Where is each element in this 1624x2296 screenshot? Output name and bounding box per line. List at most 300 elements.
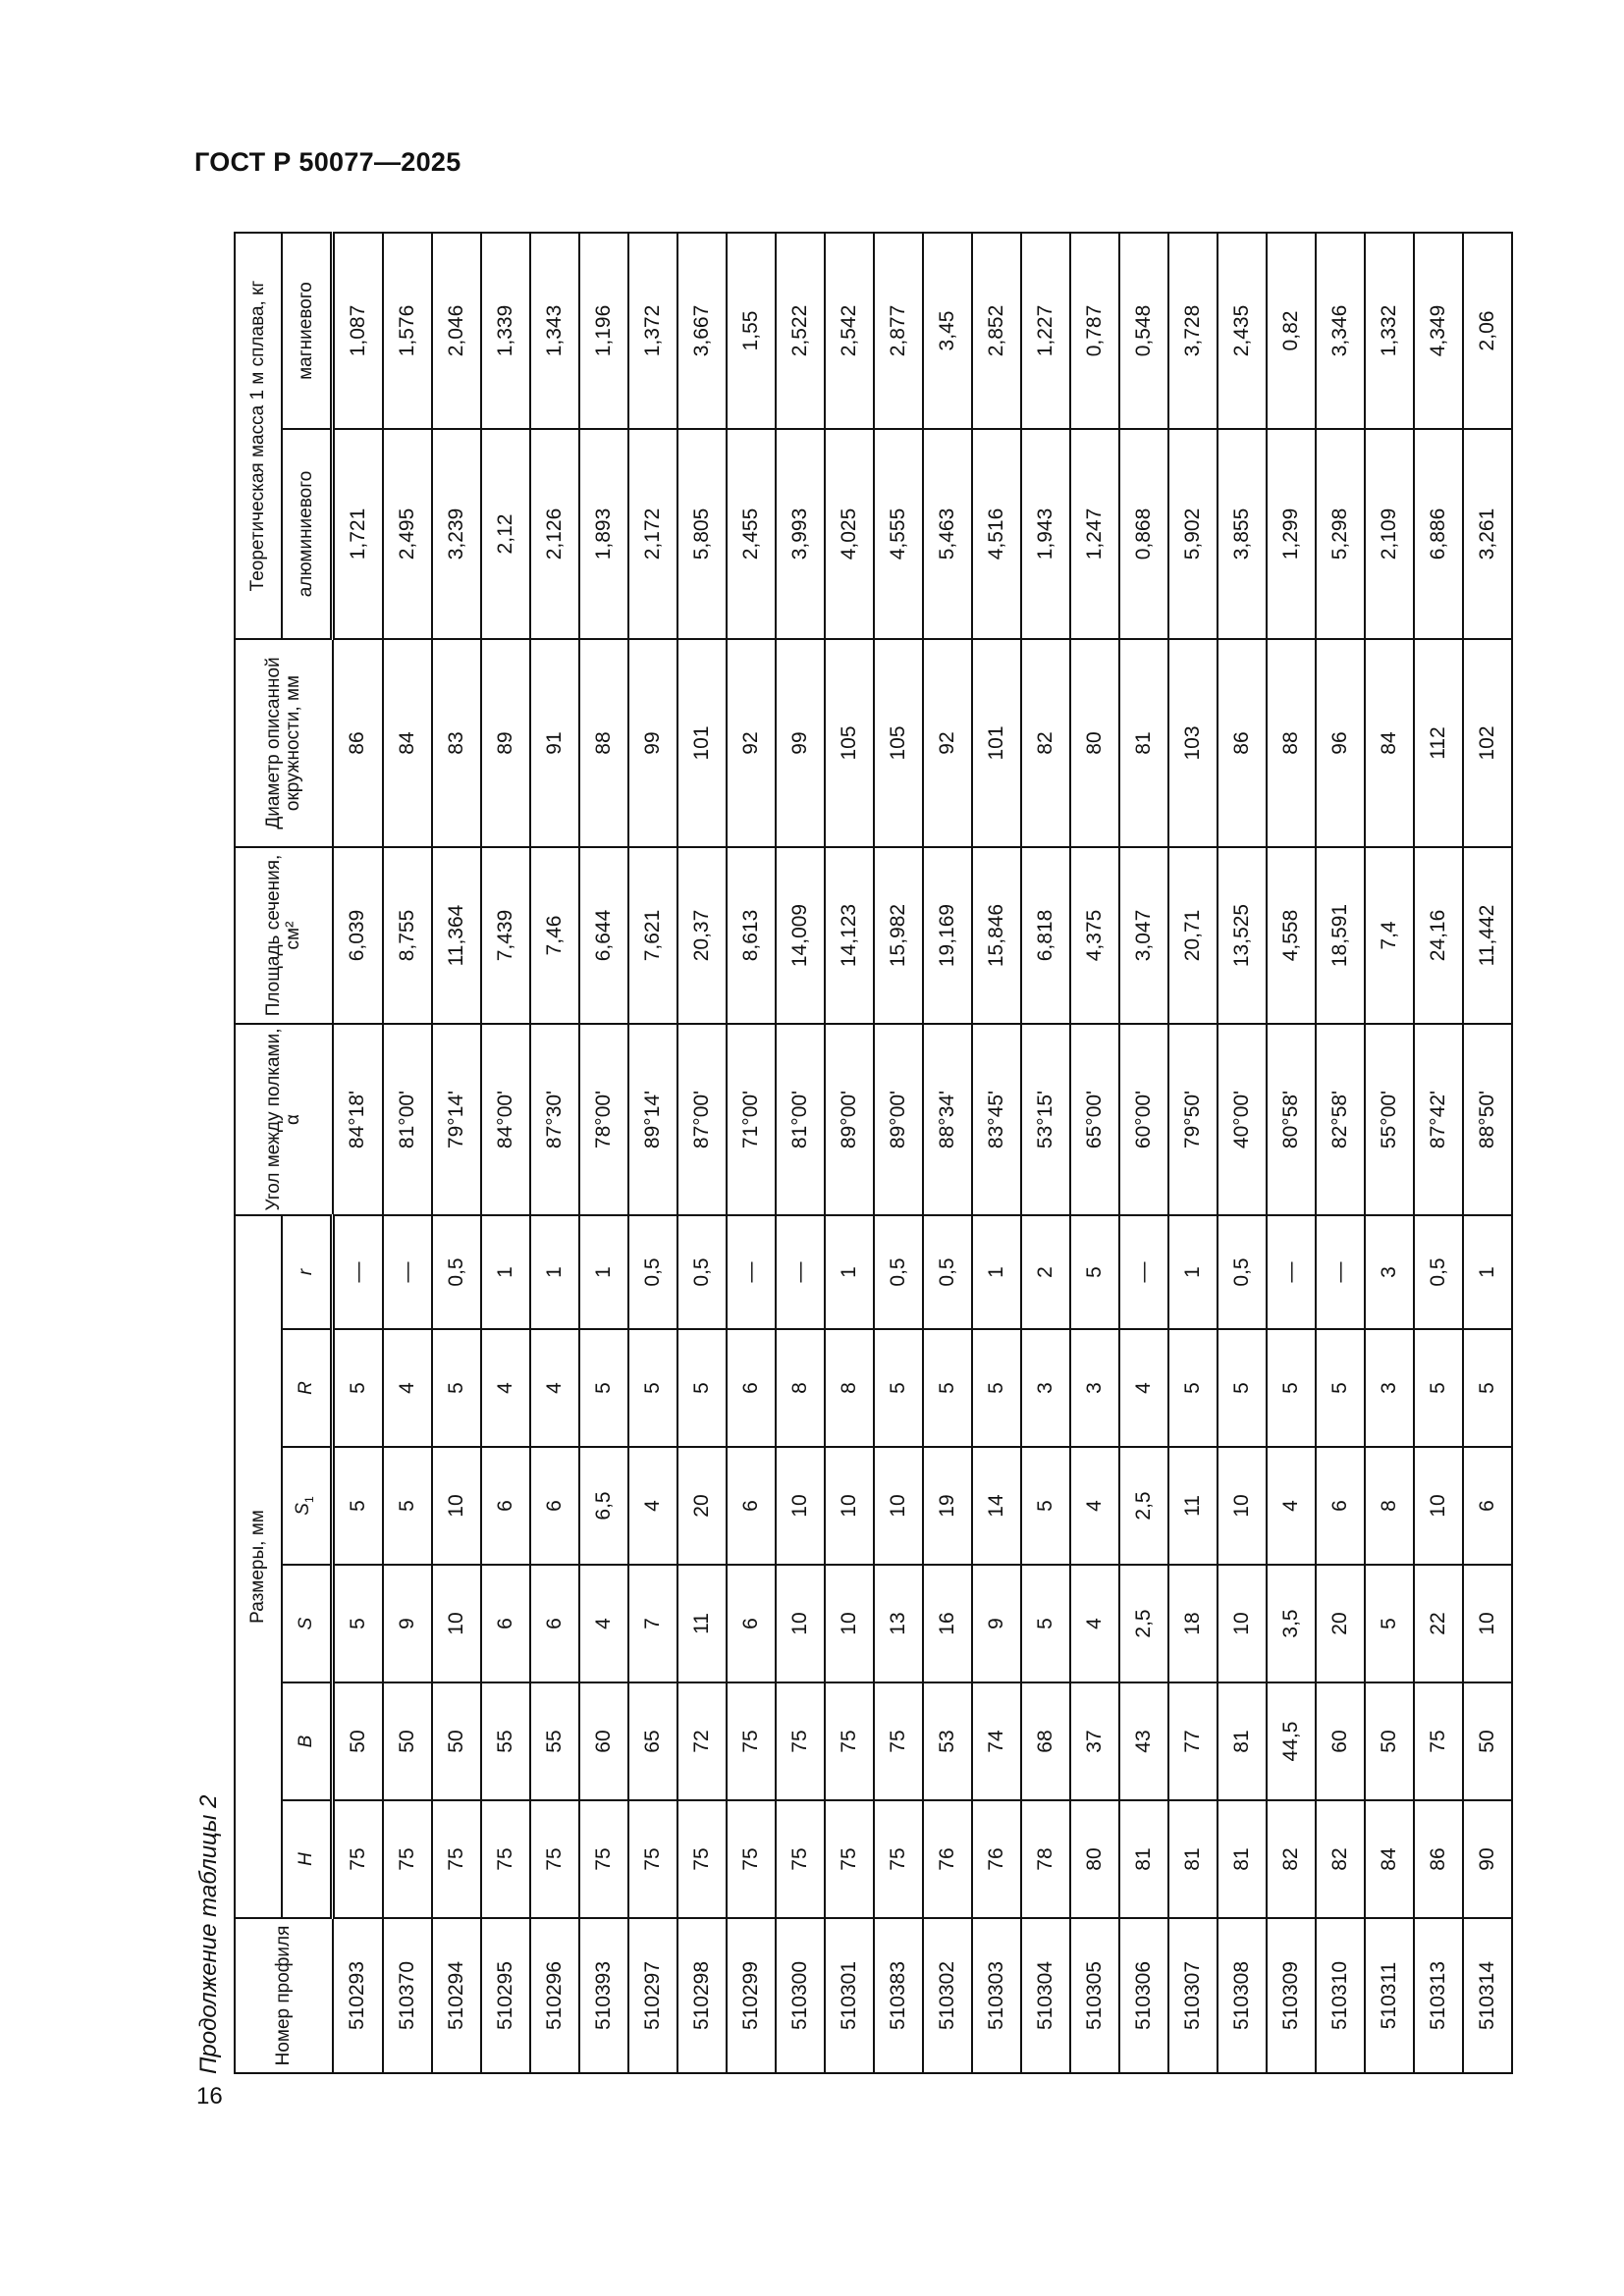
cell-angle: 88°50' xyxy=(1463,1024,1512,1215)
cell-R: 5 xyxy=(579,1329,628,1447)
cell-r: — xyxy=(727,1215,776,1329)
cell-mass-magnesium: 1,332 xyxy=(1365,233,1414,429)
cell-area: 18,591 xyxy=(1316,847,1365,1024)
table-row xyxy=(481,233,530,2073)
cell-B: 75 xyxy=(1414,1682,1463,1800)
cell-mass-magnesium: 2,522 xyxy=(776,233,825,429)
cell-R: 5 xyxy=(972,1329,1021,1447)
cell-mass-aluminum: 1,943 xyxy=(1021,429,1070,639)
cell-angle: 79°50' xyxy=(1168,1024,1218,1215)
cell-r: — xyxy=(1316,1215,1365,1329)
header-R: R xyxy=(282,1329,333,1447)
table-row xyxy=(1070,233,1119,2073)
cell-H: 75 xyxy=(874,1800,923,1918)
cell-area: 15,982 xyxy=(874,847,923,1024)
cell-area: 6,818 xyxy=(1021,847,1070,1024)
cell-profile-number: 510370 xyxy=(383,1918,432,2073)
cell-area: 8,755 xyxy=(383,847,432,1024)
cell-B: 44,5 xyxy=(1267,1682,1316,1800)
cell-diameter: 102 xyxy=(1463,639,1512,847)
cell-mass-magnesium: 1,087 xyxy=(333,233,384,429)
cell-R: 4 xyxy=(481,1329,530,1447)
cell-mass-aluminum: 6,886 xyxy=(1414,429,1463,639)
table-row xyxy=(1021,233,1070,2073)
cell-S1: 14 xyxy=(972,1447,1021,1565)
cell-S1: 4 xyxy=(628,1447,677,1565)
cell-S1: 19 xyxy=(923,1447,972,1565)
cell-area: 20,37 xyxy=(677,847,727,1024)
cell-mass-magnesium: 2,877 xyxy=(874,233,923,429)
cell-angle: 87°42' xyxy=(1414,1024,1463,1215)
cell-H: 75 xyxy=(481,1800,530,1918)
cell-S1: 2,5 xyxy=(1119,1447,1168,1565)
cell-profile-number: 510383 xyxy=(874,1918,923,2073)
cell-B: 50 xyxy=(1365,1682,1414,1800)
cell-mass-magnesium: 4,349 xyxy=(1414,233,1463,429)
cell-mass-magnesium: 3,45 xyxy=(923,233,972,429)
cell-H: 86 xyxy=(1414,1800,1463,1918)
cell-S: 3,5 xyxy=(1267,1565,1316,1682)
cell-diameter: 81 xyxy=(1119,639,1168,847)
cell-S: 4 xyxy=(1070,1565,1119,1682)
cell-angle: 65°00' xyxy=(1070,1024,1119,1215)
cell-B: 75 xyxy=(874,1682,923,1800)
cell-S: 5 xyxy=(333,1565,384,1682)
cell-profile-number: 510310 xyxy=(1316,1918,1365,2073)
cell-angle: 87°00' xyxy=(677,1024,727,1215)
cell-diameter: 83 xyxy=(432,639,481,847)
cell-R: 6 xyxy=(727,1329,776,1447)
cell-angle: 55°00' xyxy=(1365,1024,1414,1215)
cell-diameter: 99 xyxy=(776,639,825,847)
cell-area: 6,039 xyxy=(333,847,384,1024)
header-diameter: Диаметр описанной окружности, мм xyxy=(235,639,333,847)
cell-H: 75 xyxy=(825,1800,874,1918)
cell-area: 8,613 xyxy=(727,847,776,1024)
cell-profile-number: 510309 xyxy=(1267,1918,1316,2073)
cell-r: — xyxy=(383,1215,432,1329)
cell-R: 5 xyxy=(1463,1329,1512,1447)
cell-mass-aluminum: 3,993 xyxy=(776,429,825,639)
cell-S: 7 xyxy=(628,1565,677,1682)
cell-S: 2,5 xyxy=(1119,1565,1168,1682)
cell-mass-aluminum: 1,247 xyxy=(1070,429,1119,639)
cell-S1: 20 xyxy=(677,1447,727,1565)
cell-H: 76 xyxy=(923,1800,972,1918)
cell-mass-magnesium: 1,227 xyxy=(1021,233,1070,429)
cell-H: 81 xyxy=(1218,1800,1267,1918)
cell-area: 4,558 xyxy=(1267,847,1316,1024)
cell-R: 5 xyxy=(1218,1329,1267,1447)
cell-mass-magnesium: 0,548 xyxy=(1119,233,1168,429)
header-r: r xyxy=(282,1215,333,1329)
cell-S1: 4 xyxy=(1070,1447,1119,1565)
table-row xyxy=(333,233,384,2073)
cell-profile-number: 510393 xyxy=(579,1918,628,2073)
header-B: B xyxy=(282,1682,333,1800)
cell-H: 75 xyxy=(727,1800,776,1918)
cell-B: 53 xyxy=(923,1682,972,1800)
cell-r: 0,5 xyxy=(1218,1215,1267,1329)
cell-B: 81 xyxy=(1218,1682,1267,1800)
cell-profile-number: 510302 xyxy=(923,1918,972,2073)
cell-mass-aluminum: 2,495 xyxy=(383,429,432,639)
cell-angle: 80°58' xyxy=(1267,1024,1316,1215)
cell-angle: 78°00' xyxy=(579,1024,628,1215)
table-row xyxy=(530,233,579,2073)
cell-S: 5 xyxy=(1365,1565,1414,1682)
cell-diameter: 112 xyxy=(1414,639,1463,847)
cell-diameter: 80 xyxy=(1070,639,1119,847)
cell-area: 14,009 xyxy=(776,847,825,1024)
cell-R: 4 xyxy=(383,1329,432,1447)
table-row xyxy=(432,233,481,2073)
cell-r: — xyxy=(1267,1215,1316,1329)
cell-profile-number: 510304 xyxy=(1021,1918,1070,2073)
cell-r: 0,5 xyxy=(677,1215,727,1329)
cell-angle: 83°45' xyxy=(972,1024,1021,1215)
cell-H: 75 xyxy=(628,1800,677,1918)
cell-mass-aluminum: 2,12 xyxy=(481,429,530,639)
cell-angle: 87°30' xyxy=(530,1024,579,1215)
table-row xyxy=(727,233,776,2073)
cell-area: 14,123 xyxy=(825,847,874,1024)
cell-B: 77 xyxy=(1168,1682,1218,1800)
cell-mass-magnesium: 0,787 xyxy=(1070,233,1119,429)
cell-S: 5 xyxy=(1021,1565,1070,1682)
cell-S1: 5 xyxy=(383,1447,432,1565)
cell-H: 75 xyxy=(530,1800,579,1918)
cell-S1: 8 xyxy=(1365,1447,1414,1565)
table-row xyxy=(1463,233,1512,2073)
cell-r: 1 xyxy=(481,1215,530,1329)
cell-r: — xyxy=(776,1215,825,1329)
cell-mass-magnesium: 1,55 xyxy=(727,233,776,429)
cell-r: 1 xyxy=(579,1215,628,1329)
cell-angle: 40°00' xyxy=(1218,1024,1267,1215)
cell-mass-aluminum: 2,126 xyxy=(530,429,579,639)
cell-angle: 89°00' xyxy=(825,1024,874,1215)
cell-r: 1 xyxy=(530,1215,579,1329)
cell-profile-number: 510313 xyxy=(1414,1918,1463,2073)
cell-H: 75 xyxy=(333,1800,384,1918)
cell-area: 11,364 xyxy=(432,847,481,1024)
cell-mass-aluminum: 3,239 xyxy=(432,429,481,639)
cell-S1: 10 xyxy=(825,1447,874,1565)
header-S1 xyxy=(282,1447,333,1565)
cell-diameter: 91 xyxy=(530,639,579,847)
cell-diameter: 92 xyxy=(727,639,776,847)
cell-S: 6 xyxy=(530,1565,579,1682)
cell-S: 10 xyxy=(776,1565,825,1682)
cell-angle: 79°14' xyxy=(432,1024,481,1215)
cell-r: — xyxy=(1119,1215,1168,1329)
cell-S1: 6 xyxy=(1316,1447,1365,1565)
cell-area: 15,846 xyxy=(972,847,1021,1024)
cell-S: 11 xyxy=(677,1565,727,1682)
cell-H: 78 xyxy=(1021,1800,1070,1918)
cell-diameter: 86 xyxy=(1218,639,1267,847)
cell-R: 5 xyxy=(1316,1329,1365,1447)
cell-diameter: 88 xyxy=(1267,639,1316,847)
cell-S1: 10 xyxy=(776,1447,825,1565)
cell-H: 82 xyxy=(1267,1800,1316,1918)
cell-S: 6 xyxy=(481,1565,530,1682)
table-caption: Продолжение таблицы 2 xyxy=(195,1794,222,2074)
cell-mass-magnesium: 3,728 xyxy=(1168,233,1218,429)
cell-R: 5 xyxy=(432,1329,481,1447)
header-S: S xyxy=(282,1565,333,1682)
cell-B: 43 xyxy=(1119,1682,1168,1800)
cell-profile-number: 510303 xyxy=(972,1918,1021,2073)
cell-profile-number: 510295 xyxy=(481,1918,530,2073)
cell-S1: 6 xyxy=(530,1447,579,1565)
cell-H: 75 xyxy=(579,1800,628,1918)
cell-H: 90 xyxy=(1463,1800,1512,1918)
cell-R: 5 xyxy=(333,1329,384,1447)
cell-profile-number: 510311 xyxy=(1365,1918,1414,2073)
cell-area: 11,442 xyxy=(1463,847,1512,1024)
cell-diameter: 101 xyxy=(972,639,1021,847)
table-row xyxy=(677,233,727,2073)
cell-mass-aluminum: 2,455 xyxy=(727,429,776,639)
document-code-header: ГОСТ Р 50077—2025 xyxy=(194,147,461,177)
cell-R: 5 xyxy=(1168,1329,1218,1447)
cell-mass-magnesium: 1,372 xyxy=(628,233,677,429)
cell-angle: 89°14' xyxy=(628,1024,677,1215)
cell-S: 22 xyxy=(1414,1565,1463,1682)
table-row xyxy=(1168,233,1218,2073)
cell-B: 50 xyxy=(383,1682,432,1800)
cell-B: 55 xyxy=(530,1682,579,1800)
cell-mass-aluminum: 5,805 xyxy=(677,429,727,639)
cell-diameter: 99 xyxy=(628,639,677,847)
cell-diameter: 88 xyxy=(579,639,628,847)
cell-S: 6 xyxy=(727,1565,776,1682)
cell-r: 1 xyxy=(1463,1215,1512,1329)
cell-B: 72 xyxy=(677,1682,727,1800)
cell-angle: 60°00' xyxy=(1119,1024,1168,1215)
cell-B: 50 xyxy=(1463,1682,1512,1800)
cell-profile-number: 510298 xyxy=(677,1918,727,2073)
cell-mass-aluminum: 3,261 xyxy=(1463,429,1512,639)
cell-H: 80 xyxy=(1070,1800,1119,1918)
cell-R: 5 xyxy=(1267,1329,1316,1447)
table-row xyxy=(923,233,972,2073)
table-row xyxy=(1316,233,1365,2073)
cell-diameter: 105 xyxy=(825,639,874,847)
cell-mass-magnesium: 1,343 xyxy=(530,233,579,429)
cell-profile-number: 510307 xyxy=(1168,1918,1218,2073)
cell-angle: 71°00' xyxy=(727,1024,776,1215)
cell-r: — xyxy=(333,1215,384,1329)
cell-S: 16 xyxy=(923,1565,972,1682)
cell-diameter: 92 xyxy=(923,639,972,847)
profiles-table xyxy=(234,232,1513,2074)
header-magnesium: магниевого xyxy=(282,233,333,429)
cell-angle: 81°00' xyxy=(776,1024,825,1215)
cell-r: 0,5 xyxy=(874,1215,923,1329)
cell-diameter: 105 xyxy=(874,639,923,847)
cell-B: 68 xyxy=(1021,1682,1070,1800)
cell-mass-magnesium: 1,576 xyxy=(383,233,432,429)
cell-mass-magnesium: 2,852 xyxy=(972,233,1021,429)
cell-profile-number: 510299 xyxy=(727,1918,776,2073)
table-row xyxy=(579,233,628,2073)
cell-mass-magnesium: 2,542 xyxy=(825,233,874,429)
cell-area: 20,71 xyxy=(1168,847,1218,1024)
cell-r: 0,5 xyxy=(1414,1215,1463,1329)
cell-B: 55 xyxy=(481,1682,530,1800)
cell-S1: 10 xyxy=(432,1447,481,1565)
table-row xyxy=(1267,233,1316,2073)
rotated-table-block xyxy=(185,234,1516,2074)
cell-B: 37 xyxy=(1070,1682,1119,1800)
cell-area: 13,525 xyxy=(1218,847,1267,1024)
cell-angle: 84°00' xyxy=(481,1024,530,1215)
cell-area: 4,375 xyxy=(1070,847,1119,1024)
cell-mass-magnesium: 3,346 xyxy=(1316,233,1365,429)
cell-S1: 5 xyxy=(1021,1447,1070,1565)
cell-mass-aluminum: 5,298 xyxy=(1316,429,1365,639)
header-H: H xyxy=(282,1800,333,1918)
cell-r: 0,5 xyxy=(628,1215,677,1329)
cell-area: 7,439 xyxy=(481,847,530,1024)
cell-H: 75 xyxy=(776,1800,825,1918)
cell-mass-aluminum: 1,721 xyxy=(333,429,384,639)
cell-R: 3 xyxy=(1021,1329,1070,1447)
cell-angle: 88°34' xyxy=(923,1024,972,1215)
cell-S: 10 xyxy=(432,1565,481,1682)
table-row xyxy=(1414,233,1463,2073)
cell-angle: 89°00' xyxy=(874,1024,923,1215)
cell-S: 20 xyxy=(1316,1565,1365,1682)
header-profile-number: Номер профиля xyxy=(235,1918,333,2073)
header-S1-label: S xyxy=(293,1503,314,1516)
cell-H: 75 xyxy=(677,1800,727,1918)
cell-mass-aluminum: 4,555 xyxy=(874,429,923,639)
cell-S: 10 xyxy=(1463,1565,1512,1682)
cell-S: 10 xyxy=(825,1565,874,1682)
table-row xyxy=(1218,233,1267,2073)
cell-B: 75 xyxy=(727,1682,776,1800)
cell-r: 2 xyxy=(1021,1215,1070,1329)
cell-B: 75 xyxy=(825,1682,874,1800)
cell-diameter: 89 xyxy=(481,639,530,847)
cell-H: 81 xyxy=(1119,1800,1168,1918)
cell-S1: 6,5 xyxy=(579,1447,628,1565)
cell-area: 3,047 xyxy=(1119,847,1168,1024)
cell-profile-number: 510314 xyxy=(1463,1918,1512,2073)
cell-H: 76 xyxy=(972,1800,1021,1918)
cell-S: 9 xyxy=(383,1565,432,1682)
cell-S1: 4 xyxy=(1267,1447,1316,1565)
cell-S1: 6 xyxy=(1463,1447,1512,1565)
cell-mass-aluminum: 2,109 xyxy=(1365,429,1414,639)
cell-S1: 6 xyxy=(727,1447,776,1565)
cell-profile-number: 510300 xyxy=(776,1918,825,2073)
cell-angle: 84°18' xyxy=(333,1024,384,1215)
cell-area: 24,16 xyxy=(1414,847,1463,1024)
cell-mass-magnesium: 2,435 xyxy=(1218,233,1267,429)
cell-area: 7,621 xyxy=(628,847,677,1024)
cell-r: 1 xyxy=(972,1215,1021,1329)
table-body xyxy=(333,233,1513,2073)
cell-diameter: 86 xyxy=(333,639,384,847)
cell-B: 75 xyxy=(776,1682,825,1800)
cell-H: 82 xyxy=(1316,1800,1365,1918)
cell-S: 18 xyxy=(1168,1565,1218,1682)
cell-S: 9 xyxy=(972,1565,1021,1682)
cell-mass-magnesium: 3,667 xyxy=(677,233,727,429)
cell-diameter: 84 xyxy=(1365,639,1414,847)
cell-profile-number: 510305 xyxy=(1070,1918,1119,2073)
cell-mass-magnesium: 1,339 xyxy=(481,233,530,429)
cell-r: 3 xyxy=(1365,1215,1414,1329)
header-mass-group: Теоретическая масса 1 м сплава, кг xyxy=(235,233,282,639)
cell-r: 0,5 xyxy=(432,1215,481,1329)
cell-mass-aluminum: 1,299 xyxy=(1267,429,1316,639)
cell-profile-number: 510306 xyxy=(1119,1918,1168,2073)
header-aluminum: алюминиевого xyxy=(282,429,333,639)
cell-mass-aluminum: 5,463 xyxy=(923,429,972,639)
cell-diameter: 96 xyxy=(1316,639,1365,847)
cell-S1: 10 xyxy=(874,1447,923,1565)
cell-B: 50 xyxy=(432,1682,481,1800)
table-row xyxy=(776,233,825,2073)
cell-mass-magnesium: 1,196 xyxy=(579,233,628,429)
cell-mass-magnesium: 2,06 xyxy=(1463,233,1512,429)
table-row xyxy=(1119,233,1168,2073)
cell-area: 7,46 xyxy=(530,847,579,1024)
cell-S: 10 xyxy=(1218,1565,1267,1682)
cell-H: 81 xyxy=(1168,1800,1218,1918)
cell-S: 13 xyxy=(874,1565,923,1682)
cell-R: 5 xyxy=(923,1329,972,1447)
cell-R: 5 xyxy=(1414,1329,1463,1447)
cell-R: 4 xyxy=(530,1329,579,1447)
cell-S1: 5 xyxy=(333,1447,384,1565)
cell-S1: 10 xyxy=(1414,1447,1463,1565)
cell-r: 0,5 xyxy=(923,1215,972,1329)
cell-diameter: 84 xyxy=(383,639,432,847)
cell-B: 50 xyxy=(333,1682,384,1800)
cell-H: 84 xyxy=(1365,1800,1414,1918)
cell-profile-number: 510293 xyxy=(333,1918,384,2073)
cell-profile-number: 510294 xyxy=(432,1918,481,2073)
cell-S1: 11 xyxy=(1168,1447,1218,1565)
header-angle: Угол между полками, α xyxy=(235,1024,333,1215)
cell-r: 5 xyxy=(1070,1215,1119,1329)
cell-mass-magnesium: 2,046 xyxy=(432,233,481,429)
cell-R: 3 xyxy=(1365,1329,1414,1447)
table-row xyxy=(383,233,432,2073)
table-row xyxy=(972,233,1021,2073)
cell-profile-number: 510301 xyxy=(825,1918,874,2073)
cell-r: 1 xyxy=(1168,1215,1218,1329)
header-S1-subscript: 1 xyxy=(301,1496,316,1503)
cell-mass-magnesium: 0,82 xyxy=(1267,233,1316,429)
cell-mass-aluminum: 0,868 xyxy=(1119,429,1168,639)
cell-mass-aluminum: 4,025 xyxy=(825,429,874,639)
cell-diameter: 82 xyxy=(1021,639,1070,847)
cell-area: 19,169 xyxy=(923,847,972,1024)
cell-B: 74 xyxy=(972,1682,1021,1800)
cell-profile-number: 510297 xyxy=(628,1918,677,2073)
cell-R: 8 xyxy=(776,1329,825,1447)
cell-B: 65 xyxy=(628,1682,677,1800)
cell-H: 75 xyxy=(432,1800,481,1918)
